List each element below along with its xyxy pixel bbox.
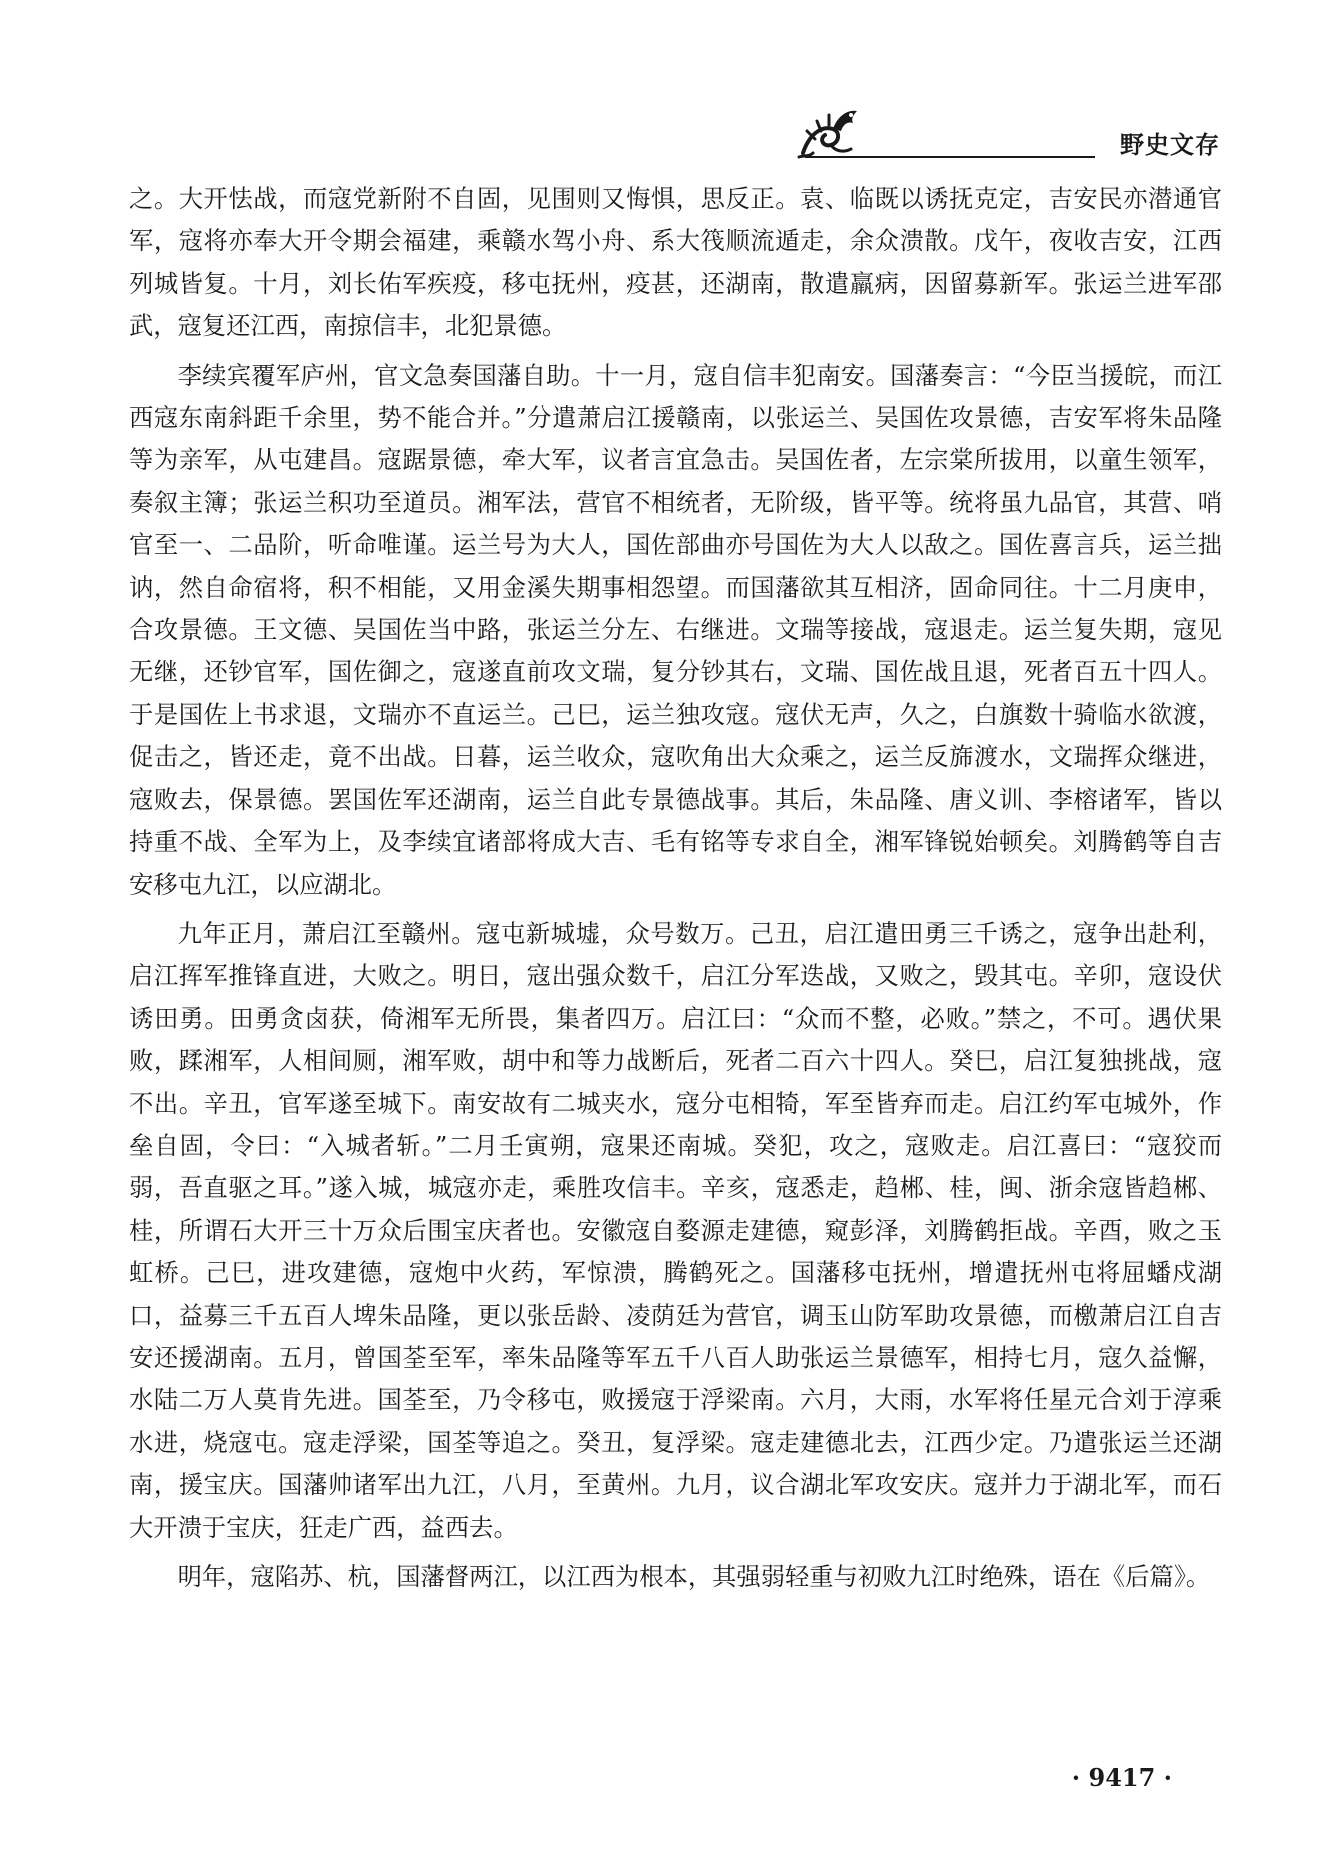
- series-title: 野史文存: [1120, 131, 1220, 159]
- paragraph: 之。大开怯战，而寇党新附不自固，见围则又悔惧，思反正。袁、临既以诱抚克定，吉安民亦潜通官军，寇将亦奉大开令期会福建，乘赣水驾小舟、系大筏顺流遁走，余众溃散。戊午，夜收吉安，江西列城皆复。十月，刘长佑军疾疫，移屯抚州，疫甚，还湖南，散遣羸病，因留募新军。张运兰进军邵武，寇复还江西，南掠信丰，北犯景德。: [129, 184, 1222, 341]
- dragon-icon: [795, 95, 865, 165]
- page-number: · 9417 ·: [1071, 1763, 1172, 1792]
- paragraph: 李续宾覆军庐州，官文急奏国藩自助。十一月，寇自信丰犯南安。国藩奏言：“今臣当援皖，而江西寇东南斜距千余里，势不能合并。”分遣萧启江援赣南，以张运兰、吴国佐攻景德，吉安军将朱品隆等为亲军，从屯建昌。寇踞景德，牵大军，议者言宜急击。吴国佐者，左宗棠所拔用，以童生领军，奏叙主簿；张运兰积功至道员。湘军法，营官不相统者，无阶级，皆平等。统将虽九品官，其营、哨官至一、二品阶，听命唯谨。运兰号为大人，国佐部曲亦号国佐为大人以敌之。国佐喜言兵，运兰拙讷，然自命宿将，积不相能，又用金溪失期事相怨望。而国藩欲其互相济，固命同往。十二月庚申，合攻景德。王文德、吴国佐当中路，张运兰分左、右继进。文瑞等接战，寇退走。运兰复失期，寇见无继，还钞官军，国佐御之，寇遂直前攻文瑞，复分钞其右，文瑞、国佐战且退，死者百五十四人。于是国佐上书求退，文瑞亦不直运兰。己巳，运兰独攻寇。寇伏无声，久之，白旗数十骑临水欲渡，促击之，皆还走，竟不出战。日暮，运兰收众，寇吹角出大众乘之，运兰反旆渡水，文瑞挥众继进，寇败去，保景德。罢国佐军还湖南，运兰自此专景德战事。其后，朱品隆、唐义训、李榕诸军，皆以持重不战、全军为上，及李续宜诸部将成大吉、毛有铭等专求自全，湘军锋锐始顿矣。刘腾鹤等自吉安移屯九江，以应湖北。: [129, 360, 1222, 899]
- header-rule: [805, 156, 1095, 158]
- paragraph: 明年，寇陷苏、杭，国藩督两江，以江西为根本，其强弱轻重与初败九江时绝殊，语在《后篇》。: [177, 1562, 1211, 1591]
- running-header: [0, 0, 1322, 170]
- body-text: [129, 178, 1222, 1605]
- paragraph: 九年正月，萧启江至赣州。寇屯新城墟，众号数万。己丑，启江遣田勇三千诱之，寇争出赴利，启江挥军推锋直进，大败之。明日，寇出强众数千，启江分军迭战，又败之，毁其屯。辛卯，寇设伏诱田勇。田勇贪卤获，倚湘军无所畏，集者四万。启江曰：“众而不整，必败。”禁之，不可。遇伏果败，蹂湘军，人相间厕，湘军败，胡中和等力战断后，死者二百六十四人。癸巳，启江复独挑战，寇不出。辛丑，官军遂至城下。南安故有二城夹水，寇分屯相犄，军至皆弃而走。启江约军屯城外，作垒自固，令曰：“入城者斩。”二月壬寅朔，寇果还南城。癸犯，攻之，寇败走。启江喜曰：“寇狡而弱，吾直驱之耳。”遂入城，城寇亦走，乘胜攻信丰。辛亥，寇悉走，趋郴、桂，闽、浙余寇皆趋郴、桂，所谓石大开三十万众后围宝庆者也。安徽寇自婺源走建德，窥彭泽，刘腾鹤拒战。辛酉，败之玉虹桥。己巳，进攻建德，寇炮中火药，军惊溃，腾鹤死之。国藩移屯抚州，增遣抚州屯将屈蟠戍湖口，益募三千五百人埤朱品隆，更以张岳龄、凌荫廷为营官，调玉山防军助攻景德，而檄萧启江自吉安还援湖南。五月，曾国荃至军，率朱品隆等军五千八百人助张运兰景德军，相持七月，寇久益懈，水陆二万人莫肯先进。国荃至，乃令移屯，败援寇于浮梁南。六月，大雨，水军将任星元合刘于淳乘水进，烧寇屯。寇走浮梁，国荃等追之。癸丑，复浮梁。寇走建德北去，江西少定。乃遣张运兰还湖南，援宝庆。国藩帅诸军出九江，八月，至黄州。九月，议合湖北军攻安庆。寇并力于湖北军，而石大开溃于宝庆，狂走广西，益西去。: [129, 918, 1222, 1542]
